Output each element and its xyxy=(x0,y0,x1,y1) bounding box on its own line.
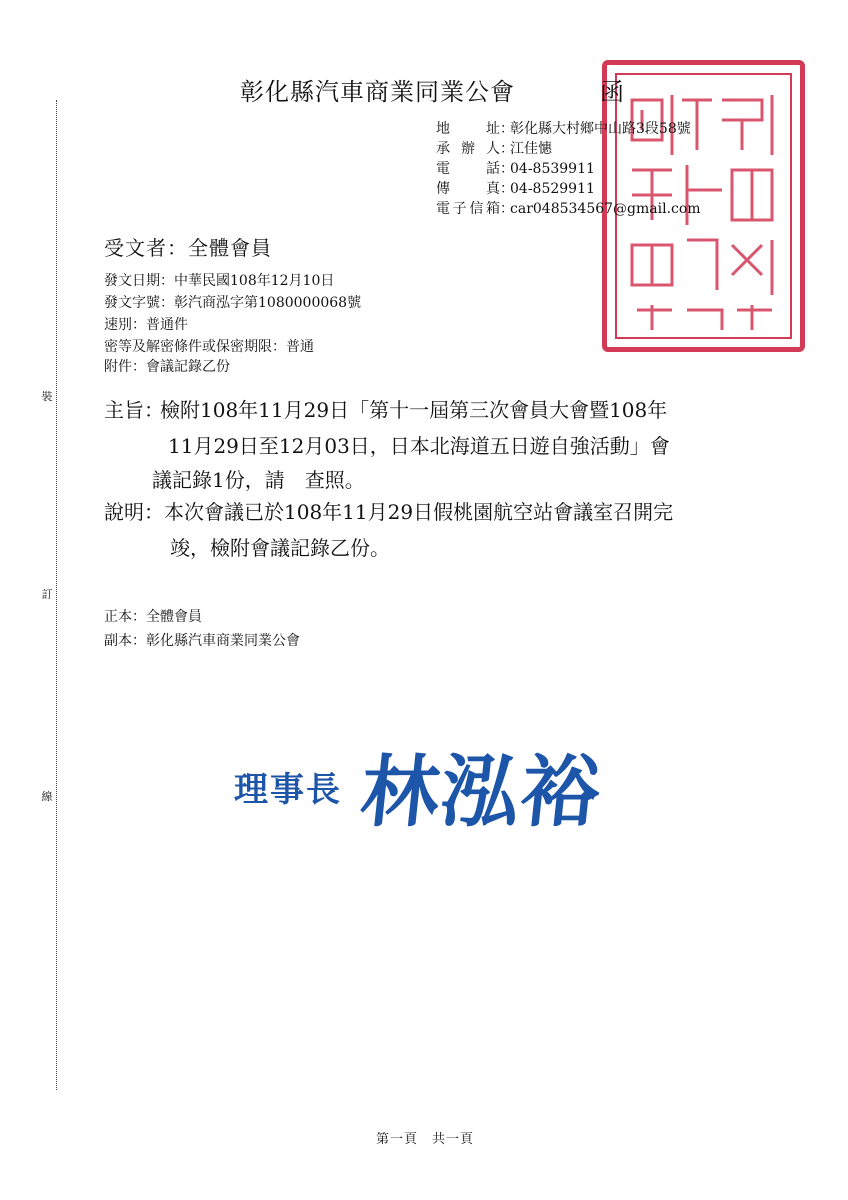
contact-label: 電話 xyxy=(436,161,500,177)
issue-date: 發文日期：中華民國108年12月10日 xyxy=(104,273,335,289)
subject-label: 主旨： xyxy=(104,398,164,422)
contact-value: car048534567@gmail.com xyxy=(510,201,701,217)
subject-line: 11月29日至12月03日，日本北海道五日遊自強活動」會 xyxy=(168,434,670,458)
contact-value: 04-8529911 xyxy=(510,181,595,197)
issue-number: 發文字號：彰汽商泓字第1080000068號 xyxy=(104,295,362,311)
chairman-signature: 林泓裕 xyxy=(356,747,607,838)
contact-address: 地址：彰化縣大村鄉中山路3段58號 xyxy=(436,121,691,137)
urgency: 速別：普通件 xyxy=(104,317,188,333)
contact-value: 04-8539911 xyxy=(510,161,595,177)
copy-recipients: 副本：彰化縣汽車商業同業公會 xyxy=(104,633,300,649)
binding-mark-zhuang: 裝 xyxy=(41,390,53,403)
document-title: 彰化縣汽車商業同業公會 xyxy=(240,78,515,106)
contact-value: 彰化縣大村鄉中山路3段58號 xyxy=(510,121,691,137)
contact-label: 承辦人 xyxy=(436,141,500,157)
subject-line: 檢附108年11月29日「第十一屆第三次會員大會暨108年 xyxy=(160,398,668,422)
contact-email: 電子信箱：car048534567@gmail.com xyxy=(436,201,701,217)
original-recipients: 正本：全體會員 xyxy=(104,609,202,625)
binding-line xyxy=(56,100,57,1090)
explanation-line: 本次會議已於108年11月29日假桃園航空站會議室召開完 xyxy=(164,500,674,524)
contact-fax: 傳真：04-8529911 xyxy=(436,181,595,197)
attachment: 附件：會議記錄乙份 xyxy=(104,359,230,375)
contact-phone: 電話：04-8539911 xyxy=(436,161,595,177)
binding-mark-xian: 線 xyxy=(41,790,53,803)
explanation-line: 竣，檢附會議記錄乙份。 xyxy=(170,536,390,560)
contact-label: 傳真 xyxy=(436,181,500,197)
page-number: 第一頁 共一頁 xyxy=(376,1132,475,1147)
contact-value: 江佳憓 xyxy=(510,141,552,157)
contact-label: 電子信箱 xyxy=(436,201,500,217)
chairman-title: 理事長 xyxy=(234,770,342,810)
contact-handler: 承辦人：江佳憓 xyxy=(436,141,552,157)
explanation-label: 說明： xyxy=(104,500,164,524)
subject-line: 議記錄1份，請 查照。 xyxy=(152,468,365,492)
document-type: 函 xyxy=(600,78,624,106)
contact-label: 地址 xyxy=(436,121,500,137)
recipient: 受文者：全體會員 xyxy=(104,236,272,260)
confidentiality: 密等及解密條件或保密期限：普通 xyxy=(104,339,314,355)
binding-mark-ding: 訂 xyxy=(41,588,53,601)
